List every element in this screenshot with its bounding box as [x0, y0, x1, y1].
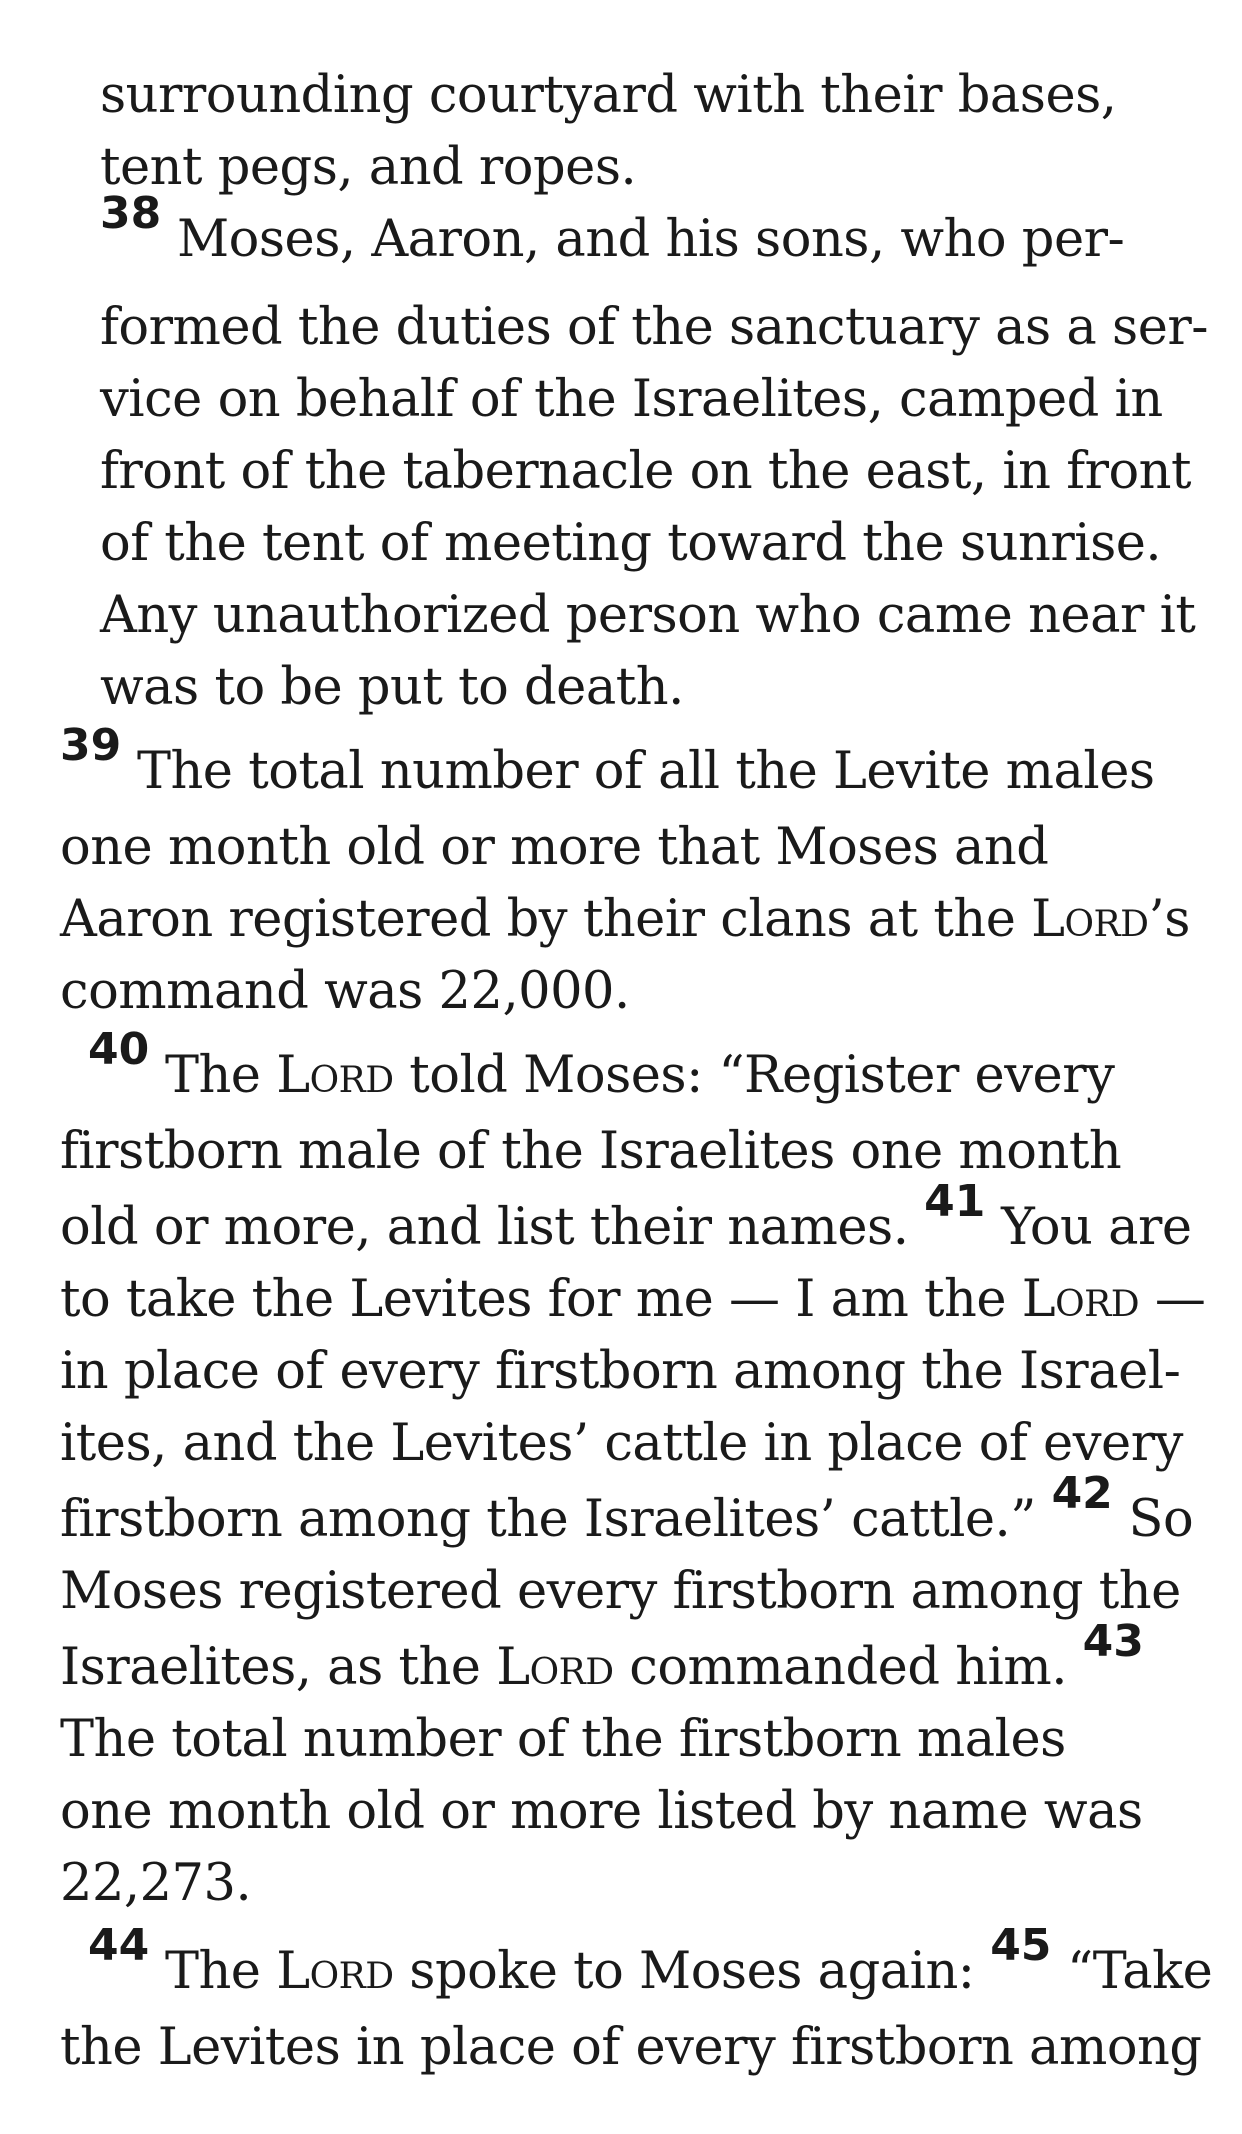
text-line [100, 656, 684, 720]
text-line [100, 584, 1195, 648]
text-run: command was 22,000. [60, 962, 630, 1021]
text-line [100, 136, 636, 200]
text-run: Any unauthorized person who came near it [100, 586, 1196, 645]
text-run: of the tent of meeting toward the sunrise. [100, 514, 1162, 573]
text-run: the Levites in place of every firstborn among [60, 2018, 1202, 2077]
text-run: told Moses: “Register every [393, 1046, 1115, 1105]
text-line [60, 816, 1048, 880]
text-line [60, 1468, 1194, 1552]
text-line [60, 1780, 1143, 1844]
text-line [60, 1120, 1121, 1184]
text-run: one month old or more listed by name was [60, 1782, 1143, 1841]
text-run: tent pegs, and ropes. [100, 138, 637, 197]
verse-number: 42 [1051, 1468, 1113, 1519]
text-run: You are [985, 1198, 1192, 1257]
text-run: — [1139, 1270, 1206, 1329]
text-line [60, 888, 1190, 952]
text-run: Moses, Aaron, and his sons, who per- [161, 210, 1125, 269]
verse-number: 39 [60, 720, 122, 771]
text-run: was to be put to death. [100, 658, 684, 717]
text-line [88, 1920, 1213, 2004]
text-line [100, 296, 1208, 360]
text-run: The [149, 1046, 277, 1105]
text-run: 22,273. [60, 1854, 252, 1913]
text-line [60, 1708, 1066, 1772]
text-run: The [149, 1942, 277, 2001]
text-run: Israelites, as the [60, 1638, 497, 1697]
text-run: ’s [1148, 890, 1190, 949]
text-run: firstborn male of the Israelites one month [60, 1122, 1122, 1181]
verse-number: 43 [1082, 1616, 1144, 1667]
text-line [100, 188, 1125, 272]
text-line [60, 1616, 1144, 1700]
text-line [60, 1340, 1180, 1404]
verse-number: 45 [990, 1920, 1052, 1971]
text-run: commanded him. [613, 1638, 1083, 1697]
verse-number: 44 [88, 1920, 150, 1971]
small-caps-lord: Lord [276, 1046, 394, 1105]
text-run: vice on behalf of the Israelites, camped in [100, 370, 1163, 429]
small-caps-lord: Lord [496, 1638, 614, 1697]
text-run: The total number of the firstborn males [60, 1710, 1066, 1769]
verse-number: 41 [924, 1176, 986, 1227]
text-run: to take the Levites for me — I am the [60, 1270, 1022, 1329]
text-line [60, 1268, 1205, 1332]
text-run: front of the tabernacle on the east, in front [100, 442, 1192, 501]
text-run: formed the duties of the sanctuary as a ser- [100, 298, 1208, 357]
text-line [60, 2016, 1202, 2080]
text-line [100, 440, 1191, 504]
text-run: ites, and the Levites’ cattle in place of every [60, 1414, 1183, 1473]
verse-number: 40 [88, 1024, 150, 1075]
text-line [100, 64, 1117, 128]
text-line [60, 1560, 1181, 1624]
text-line [60, 1176, 1192, 1260]
text-line [60, 1852, 251, 1916]
text-line [88, 1024, 1115, 1108]
small-caps-lord: Lord [1021, 1270, 1140, 1329]
text-run: The total number of all the Levite males [121, 742, 1155, 801]
text-run: “Take [1051, 1942, 1213, 2001]
text-run: So [1112, 1490, 1194, 1549]
text-run: surrounding courtyard with their bases, [100, 66, 1117, 125]
text-line [60, 960, 630, 1024]
text-run: firstborn among the Israelites’ cattle.” [60, 1490, 1052, 1549]
text-run: one month old or more that Moses and [60, 818, 1049, 877]
text-run: in place of every firstborn among the Israel- [60, 1342, 1181, 1401]
small-caps-lord: Lord [1031, 890, 1149, 949]
verse-number: 38 [100, 188, 162, 239]
text-line [60, 1412, 1183, 1476]
text-run: Aaron registered by their clans at the [60, 890, 1032, 949]
text-line [60, 720, 1155, 804]
text-run: old or more, and list their names. [60, 1198, 925, 1257]
text-run: Moses registered every firstborn among the [60, 1562, 1181, 1621]
text-run: spoke to Moses again: [393, 1942, 991, 2001]
small-caps-lord: Lord [276, 1942, 394, 2001]
text-line [100, 368, 1163, 432]
text-line [100, 512, 1161, 576]
